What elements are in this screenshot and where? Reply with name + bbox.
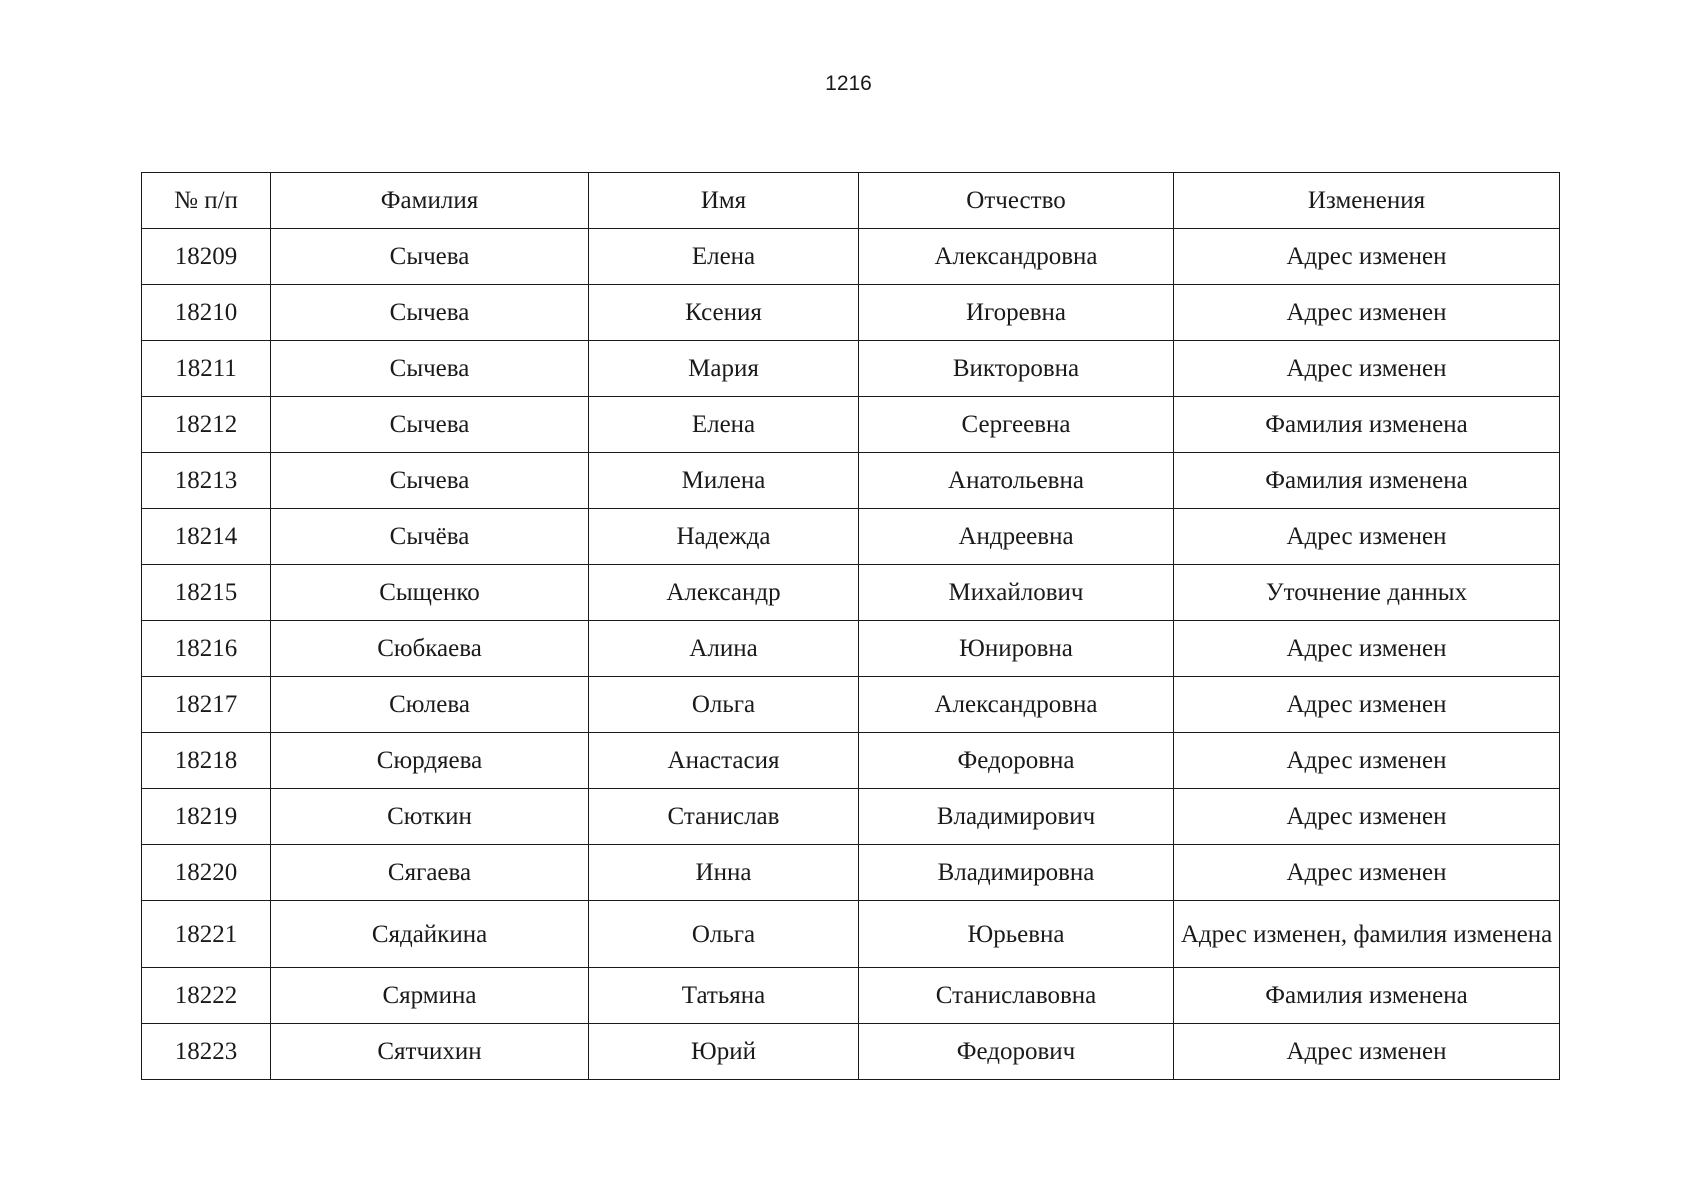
cell-changes: Адрес изменен	[1174, 621, 1560, 677]
cell-surname: Сюлева	[271, 677, 589, 733]
cell-number: 18209	[142, 229, 271, 285]
table-row	[142, 229, 1560, 285]
cell-changes: Фамилия изменена	[1174, 397, 1560, 453]
cell-surname: Сычева	[271, 341, 589, 397]
header-name: Имя	[589, 173, 859, 229]
page-number: 1216	[825, 72, 872, 95]
cell-number: 18221	[142, 901, 271, 968]
cell-number: 18222	[142, 968, 271, 1024]
cell-surname: Сычева	[271, 453, 589, 509]
table-row	[142, 789, 1560, 845]
cell-changes: Адрес изменен	[1174, 733, 1560, 789]
cell-patronymic: Игоревна	[859, 285, 1174, 341]
cell-name: Юрий	[589, 1024, 859, 1080]
table-row	[142, 397, 1560, 453]
table-row	[142, 677, 1560, 733]
cell-patronymic: Андреевна	[859, 509, 1174, 565]
cell-name: Ольга	[589, 901, 859, 968]
cell-number: 18220	[142, 845, 271, 901]
cell-changes: Адрес изменен	[1174, 285, 1560, 341]
header-surname: Фамилия	[271, 173, 589, 229]
cell-surname: Сягаева	[271, 845, 589, 901]
table-row	[142, 621, 1560, 677]
cell-changes: Адрес изменен	[1174, 229, 1560, 285]
cell-patronymic: Владимирович	[859, 789, 1174, 845]
cell-surname: Сычева	[271, 285, 589, 341]
table-header-row	[142, 173, 1560, 229]
table-row	[142, 341, 1560, 397]
cell-number: 18219	[142, 789, 271, 845]
table-row	[142, 901, 1560, 968]
cell-patronymic: Анатольевна	[859, 453, 1174, 509]
cell-patronymic: Сергеевна	[859, 397, 1174, 453]
cell-name: Анастасия	[589, 733, 859, 789]
cell-number: 18213	[142, 453, 271, 509]
cell-surname: Сычева	[271, 229, 589, 285]
cell-number: 18217	[142, 677, 271, 733]
cell-changes: Адрес изменен	[1174, 341, 1560, 397]
table-row	[142, 968, 1560, 1024]
cell-surname: Сюрдяева	[271, 733, 589, 789]
cell-surname: Сядайкина	[271, 901, 589, 968]
cell-changes: Адрес изменен	[1174, 789, 1560, 845]
cell-name: Станислав	[589, 789, 859, 845]
cell-name: Милена	[589, 453, 859, 509]
cell-name: Мария	[589, 341, 859, 397]
cell-patronymic: Михайлович	[859, 565, 1174, 621]
cell-surname: Сыщенко	[271, 565, 589, 621]
cell-name: Инна	[589, 845, 859, 901]
cell-name: Ольга	[589, 677, 859, 733]
cell-patronymic: Владимировна	[859, 845, 1174, 901]
cell-changes: Адрес изменен, фамилия изменена	[1174, 901, 1560, 968]
cell-surname: Сярмина	[271, 968, 589, 1024]
cell-name: Александр	[589, 565, 859, 621]
cell-patronymic: Станиславовна	[859, 968, 1174, 1024]
cell-changes: Фамилия изменена	[1174, 968, 1560, 1024]
table-body	[142, 229, 1560, 1080]
records-table	[141, 172, 1560, 1080]
cell-patronymic: Юрьевна	[859, 901, 1174, 968]
header-patronymic: Отчество	[859, 173, 1174, 229]
cell-surname: Сюткин	[271, 789, 589, 845]
cell-changes: Адрес изменен	[1174, 845, 1560, 901]
cell-number: 18218	[142, 733, 271, 789]
cell-name: Ксения	[589, 285, 859, 341]
table-row	[142, 285, 1560, 341]
cell-surname: Сюбкаева	[271, 621, 589, 677]
cell-name: Надежда	[589, 509, 859, 565]
cell-patronymic: Федоровна	[859, 733, 1174, 789]
cell-changes: Адрес изменен	[1174, 1024, 1560, 1080]
cell-changes: Фамилия изменена	[1174, 453, 1560, 509]
cell-changes: Адрес изменен	[1174, 509, 1560, 565]
cell-number: 18210	[142, 285, 271, 341]
cell-patronymic: Викторовна	[859, 341, 1174, 397]
cell-patronymic: Юнировна	[859, 621, 1174, 677]
cell-number: 18211	[142, 341, 271, 397]
table-row	[142, 509, 1560, 565]
cell-number: 18223	[142, 1024, 271, 1080]
table-row	[142, 453, 1560, 509]
header-number: № п/п	[142, 173, 271, 229]
cell-number: 18214	[142, 509, 271, 565]
cell-surname: Сычева	[271, 397, 589, 453]
cell-number: 18212	[142, 397, 271, 453]
table-row	[142, 1024, 1560, 1080]
cell-changes: Адрес изменен	[1174, 677, 1560, 733]
cell-surname: Сятчихин	[271, 1024, 589, 1080]
cell-patronymic: Александровна	[859, 677, 1174, 733]
table-row	[142, 733, 1560, 789]
cell-number: 18216	[142, 621, 271, 677]
table-row	[142, 845, 1560, 901]
cell-changes: Уточнение данных	[1174, 565, 1560, 621]
cell-name: Алина	[589, 621, 859, 677]
cell-name: Елена	[589, 397, 859, 453]
table-row	[142, 565, 1560, 621]
header-changes: Изменения	[1174, 173, 1560, 229]
cell-name: Татьяна	[589, 968, 859, 1024]
cell-surname: Сычёва	[271, 509, 589, 565]
cell-name: Елена	[589, 229, 859, 285]
cell-patronymic: Александровна	[859, 229, 1174, 285]
cell-patronymic: Федорович	[859, 1024, 1174, 1080]
cell-number: 18215	[142, 565, 271, 621]
